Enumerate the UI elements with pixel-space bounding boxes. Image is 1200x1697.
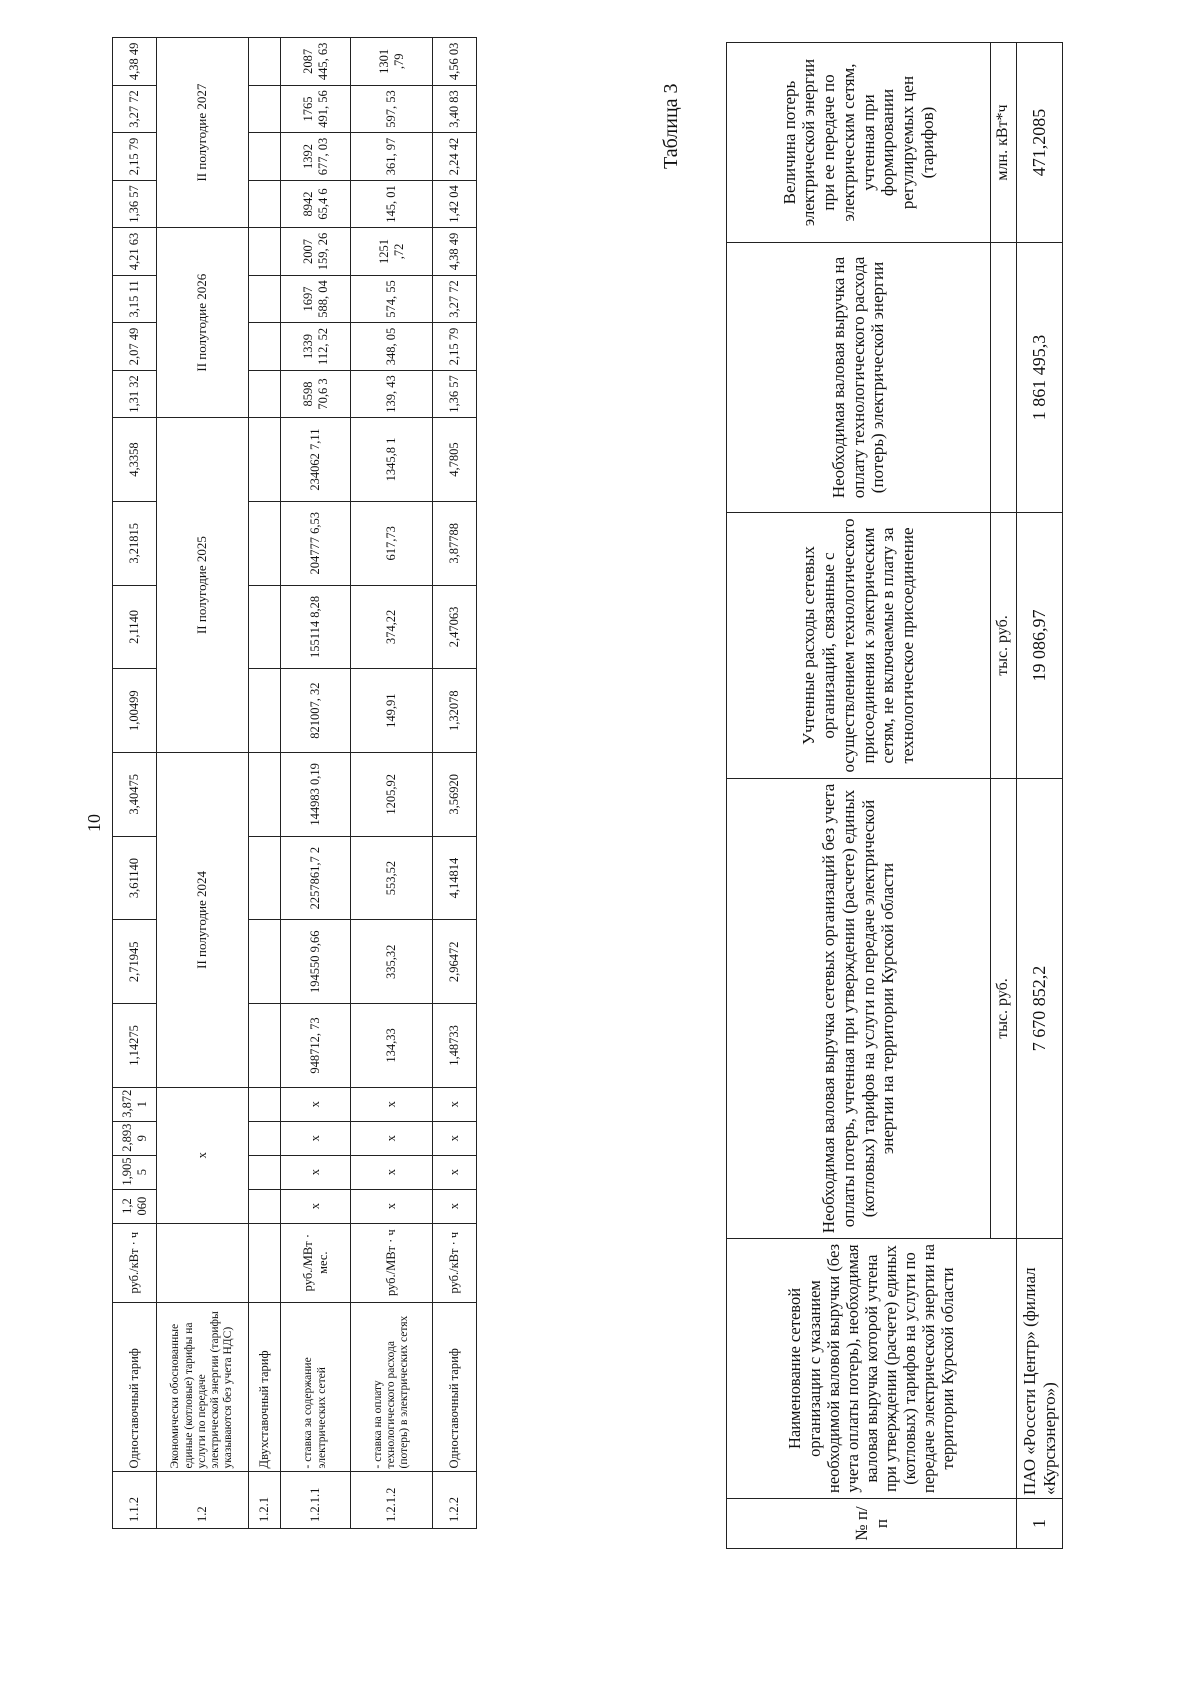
cell: 3,21815: [113, 501, 157, 585]
cell: х: [351, 1155, 433, 1189]
cell: 8598 70,6 3: [281, 370, 351, 418]
row-unit: руб./МВт · мес.: [281, 1223, 351, 1302]
cell: 3,40 83: [433, 85, 477, 133]
cell: 1,14275: [113, 1004, 157, 1088]
row-number: 1.2: [157, 1472, 249, 1529]
row-unit: руб./кВт · ч: [113, 1223, 157, 1302]
cell: 3,15 11: [113, 275, 157, 323]
row-name: Двухставочный тариф: [249, 1302, 281, 1472]
cell: 1251 ,72: [351, 228, 433, 276]
row-number: 1: [1017, 1499, 1063, 1549]
cell: 335,32: [351, 920, 433, 1004]
row-unit: [157, 1223, 249, 1302]
row-unit: руб./кВт · ч: [433, 1223, 477, 1302]
col-header-name: Наименование сетевой организации с указанием необходимой валовой выручки (без учета оплаты потерь), необходимая валовая выручка которой учтена при утверждении (расчете) единых (котловых) тарифов на услуги по передаче электрической энергии на территории Курской области: [727, 1239, 1017, 1499]
cell: х: [281, 1121, 351, 1155]
cell: 234062 7,11: [281, 418, 351, 502]
cell: 204777 6,53: [281, 501, 351, 585]
cell: 1,48733: [433, 1004, 477, 1088]
cell: 2,71945: [113, 920, 157, 1004]
cell: 2,07 49: [113, 323, 157, 371]
cell: 4,56 03: [433, 38, 477, 86]
table-row: [249, 38, 281, 1529]
row-number: 1.2.1.1: [281, 1472, 351, 1529]
cell: 1205,92: [351, 753, 433, 837]
cell: 2257861,7 2: [281, 836, 351, 920]
row-name: Экономически обоснованные единые (котловые) тарифы на услуги по передаче электрической энергии (тарифы указываются без учета НДС): [157, 1302, 249, 1472]
cell: 1765 491, 56: [281, 85, 351, 133]
cell: 194550 9,66: [281, 920, 351, 1004]
cell: 348, 05: [351, 323, 433, 371]
expenses-value: 19 086,97: [1017, 513, 1063, 779]
cell: х: [281, 1087, 351, 1121]
cell: 1,00499: [113, 669, 157, 753]
cell: 361, 97: [351, 133, 433, 181]
cell: 2,24 42: [433, 133, 477, 181]
nvv-value: 7 670 852,2: [1017, 779, 1063, 1239]
table-3: [726, 42, 1063, 1549]
tariff-table: [112, 37, 477, 1529]
period-label: II полугодие 2025: [157, 418, 249, 753]
cell: 155114 8,28: [281, 585, 351, 669]
cell: 139, 43: [351, 370, 433, 418]
page-number: 10: [84, 814, 104, 832]
cell: 3,87788: [433, 501, 477, 585]
cell: 617,73: [351, 501, 433, 585]
cell: х: [433, 1189, 477, 1223]
cell: х: [351, 1189, 433, 1223]
cell: 2,1140: [113, 585, 157, 669]
period-label: II полугодие 2026: [157, 228, 249, 418]
cell: 2,893 9: [113, 1121, 157, 1155]
cell: 3,27 72: [113, 85, 157, 133]
cell: 3,872 1: [113, 1087, 157, 1121]
cell: х: [433, 1087, 477, 1121]
unit-loss-payment: [991, 243, 1017, 513]
cell: 3,27 72: [433, 275, 477, 323]
cell: 3,56920: [433, 753, 477, 837]
cell: 3,40475: [113, 753, 157, 837]
row-unit: руб./МВт · ч: [351, 1223, 433, 1302]
cell: х: [351, 1121, 433, 1155]
col-header-expenses: Учтенные расходы сетевых организаций, связанные с осуществлением технологического присоединения к электрическим сетям, не включаемые в плату за технологическое присоединение: [727, 513, 991, 779]
row-number: 1.1.2: [113, 1472, 157, 1529]
cell: 4,21 63: [113, 228, 157, 276]
cell: 2007 159, 26: [281, 228, 351, 276]
row-number: 1.2.1.2: [351, 1472, 433, 1529]
cell: 1,42 04: [433, 180, 477, 228]
table-row: [433, 38, 477, 1529]
cell: 1339 112, 52: [281, 323, 351, 371]
cell: 134,33: [351, 1004, 433, 1088]
cell: 8942 65,4 6: [281, 180, 351, 228]
unit-expenses: тыс. руб.: [991, 513, 1017, 779]
col-header-num: № п/п: [727, 1499, 1017, 1549]
cell: 4,38 49: [113, 38, 157, 86]
cell: 1697 588, 04: [281, 275, 351, 323]
table-header-row: [727, 43, 991, 1549]
row-number: 1.2.1: [249, 1472, 281, 1529]
cell: 1345,8 1: [351, 418, 433, 502]
table-row: [351, 38, 433, 1529]
cell: 1301 ,79: [351, 38, 433, 86]
cell: 2087 445, 63: [281, 38, 351, 86]
cell: х: [351, 1087, 433, 1121]
cell: 1392 677, 03: [281, 133, 351, 181]
cell: 4,7805: [433, 418, 477, 502]
cell: 4,14814: [433, 836, 477, 920]
cell: х: [157, 1087, 249, 1223]
cell: 1,32078: [433, 669, 477, 753]
losses-value: 471,2085: [1017, 43, 1063, 243]
row-name: Одноставочный тариф: [113, 1302, 157, 1472]
cell: 948712, 73: [281, 1004, 351, 1088]
period-label: II полугодие 2024: [157, 753, 249, 1088]
cell: 2,47063: [433, 585, 477, 669]
cell: х: [433, 1121, 477, 1155]
unit-nvv: тыс. руб.: [991, 779, 1017, 1239]
cell: 1,905 5: [113, 1155, 157, 1189]
table-row: [1017, 43, 1063, 1549]
cell: х: [281, 1189, 351, 1223]
cell: 597, 53: [351, 85, 433, 133]
row-name: - ставка на оплату технологического расхода (потерь) в электрических сетях: [351, 1302, 433, 1472]
col-header-nvv: Необходимая валовая выручка сетевых организаций без учета оплаты потерь, учтенная при утверждении (расчете) единых (котловых) тарифов на услуги по передаче электрической энергии на территории Курской области: [727, 779, 991, 1239]
table-row: [113, 38, 157, 1529]
cell: 3,61140: [113, 836, 157, 920]
period-label: II полугодие 2027: [157, 38, 249, 228]
col-header-losses: Величина потерь электрической энергии при ее передаче по электрическим сетям, учтенная при формировании регулируемых цен (тарифов): [727, 43, 991, 243]
cell: х: [281, 1155, 351, 1189]
cell: 2,15 79: [433, 323, 477, 371]
organization-name: ПАО «Россети Центр» (филиал «Курскэнерго»): [1017, 1239, 1063, 1499]
row-name: Одноставочный тариф: [433, 1302, 477, 1472]
row-unit: [249, 1223, 281, 1302]
loss-payment-value: 1 861 495,3: [1017, 243, 1063, 513]
table-row: [281, 38, 351, 1529]
cell: 574, 55: [351, 275, 433, 323]
col-header-loss-payment: Необходимая валовая выручка на оплату технологического расхода (потерь) электрической энергии: [727, 243, 991, 513]
cell: 1,2 060: [113, 1189, 157, 1223]
row-number: 1.2.2: [433, 1472, 477, 1529]
row-name: - ставка за содержание электрических сетей: [281, 1302, 351, 1472]
cell: х: [433, 1155, 477, 1189]
cell: 145, 01: [351, 180, 433, 228]
cell: 144983 0,19: [281, 753, 351, 837]
cell: 374,22: [351, 585, 433, 669]
cell: 1,31 32: [113, 370, 157, 418]
cell: 1,36 57: [433, 370, 477, 418]
cell: 2,96472: [433, 920, 477, 1004]
table-3-label: Таблица 3: [660, 83, 682, 169]
cell: 553,52: [351, 836, 433, 920]
cell: 1,36 57: [113, 180, 157, 228]
cell: 821007, 32: [281, 669, 351, 753]
cell: 2,15 79: [113, 133, 157, 181]
cell: 4,3358: [113, 418, 157, 502]
cell: 4,38 49: [433, 228, 477, 276]
unit-losses: млн. кВт*ч: [991, 43, 1017, 243]
table-row: [157, 38, 249, 1529]
cell: 149,91: [351, 669, 433, 753]
